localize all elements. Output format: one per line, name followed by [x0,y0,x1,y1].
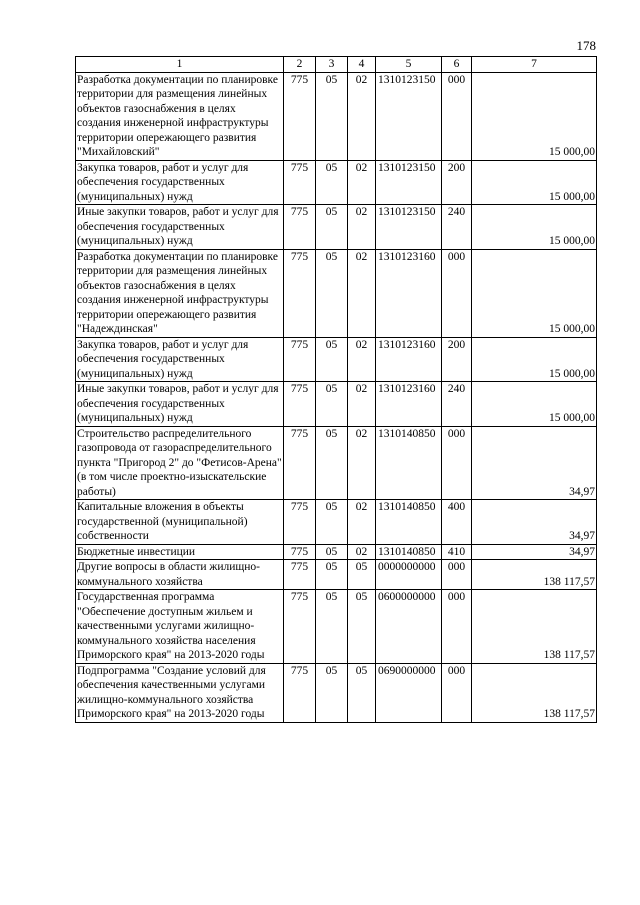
header-col-2: 2 [284,57,316,73]
row-subsection-code: 02 [348,382,376,427]
row-amount: 15 000,00 [472,337,597,382]
row-subsection-code: 02 [348,544,376,560]
row-name: Закупка товаров, работ и услуг для обеспечения государственных (муниципальных) нужд [76,160,284,205]
row-expense-type-code: 400 [442,500,472,545]
row-section-code: 05 [316,160,348,205]
row-amount: 34,97 [472,426,597,500]
row-expense-type-code: 000 [442,72,472,160]
row-subsection-code: 02 [348,72,376,160]
row-ministry-code: 775 [284,160,316,205]
row-ministry-code: 775 [284,426,316,500]
table-row [76,382,597,427]
row-expense-type-code: 000 [442,590,472,664]
row-name: Разработка документации по планировке территории для размещения линейных объектов газоснабжения в целях создания инженерной инфраструктуры территории опережающего развития "Михайловский" [76,72,284,160]
row-ministry-code: 775 [284,590,316,664]
row-ministry-code: 775 [284,205,316,250]
row-expense-type-code: 000 [442,426,472,500]
row-subsection-code: 02 [348,500,376,545]
header-col-4: 4 [348,57,376,73]
table-row [76,160,597,205]
row-amount: 15 000,00 [472,72,597,160]
row-ministry-code: 775 [284,72,316,160]
row-name: Капитальные вложения в объекты государственной (муниципальной) собственности [76,500,284,545]
row-name: Закупка товаров, работ и услуг для обеспечения государственных (муниципальных) нужд [76,337,284,382]
row-name: Строительство распределительного газопровода от газораспределительного пункта "Пригород 2" до "Фетисов-Арена" (в том числе проектно-изыскательские работы) [77,427,282,498]
row-section-code: 05 [316,560,348,590]
table-row [76,590,597,664]
row-section-code: 05 [316,663,348,722]
row-ministry-code: 775 [284,560,316,590]
row-section-code: 05 [316,337,348,382]
row-target-code: 1310123150 [376,72,442,160]
row-ministry-code: 775 [284,249,316,337]
row-target-code: 0600000000 [376,590,442,664]
table-row [76,337,597,382]
row-section-code: 05 [316,382,348,427]
row-amount: 138 117,57 [472,663,597,722]
row-expense-type-code: 200 [442,160,472,205]
row-target-code: 1310123150 [376,160,442,205]
row-name: Иные закупки товаров, работ и услуг для обеспечения государственных (муниципальных) нужд [76,382,284,427]
row-name: Разработка документации по планировке территории для размещения линейных объектов газоснабжения в целях создания инженерной инфраструктуры территории опережающего развития "Надеждинская" [76,249,284,337]
row-target-code: 1310123160 [376,382,442,427]
row-ministry-code: 775 [284,544,316,560]
row-expense-type-code: 240 [442,382,472,427]
row-subsection-code: 05 [348,560,376,590]
row-expense-type-code: 000 [442,663,472,722]
row-amount: 34,97 [472,544,597,560]
row-section-code: 05 [316,500,348,545]
row-section-code: 05 [316,426,348,500]
table-row [76,426,597,500]
row-expense-type-code: 410 [442,544,472,560]
table-row [76,500,597,545]
row-amount: 15 000,00 [472,160,597,205]
row-target-code: 1310140850 [376,544,442,560]
row-expense-type-code: 000 [442,249,472,337]
row-ministry-code: 775 [284,500,316,545]
row-name: Государственная программа "Обеспечение доступным жильем и качественными услугами жилищно-коммунального хозяйства населения Приморского края" на 2013-2020 годы [76,590,284,664]
row-subsection-code: 02 [348,205,376,250]
row-ministry-code: 775 [284,663,316,722]
row-expense-type-code: 200 [442,337,472,382]
table-row [76,72,597,160]
row-target-code: 1310140850 [376,500,442,545]
row-target-code: 1310123160 [376,249,442,337]
row-section-code: 05 [316,544,348,560]
row-name: Иные закупки товаров, работ и услуг для обеспечения государственных (муниципальных) нужд [76,205,284,250]
header-col-1: 1 [76,57,284,73]
row-target-code: 1310140850 [376,426,442,500]
table-row [76,205,597,250]
row-expense-type-code: 000 [442,560,472,590]
row-amount: 15 000,00 [472,382,597,427]
row-amount: 138 117,57 [472,560,597,590]
row-expense-type-code: 240 [442,205,472,250]
row-amount: 15 000,00 [472,249,597,337]
row-subsection-code: 02 [348,426,376,500]
page-number: 178 [576,38,596,53]
row-name: Бюджетные инвестиции [76,544,284,560]
row-target-code: 1310123150 [376,205,442,250]
row-subsection-code: 02 [348,249,376,337]
row-ministry-code: 775 [284,337,316,382]
table-row [76,663,597,722]
row-section-code: 05 [316,590,348,664]
row-amount: 15 000,00 [472,205,597,250]
header-col-7: 7 [472,57,597,73]
row-ministry-code: 775 [284,382,316,427]
table-row [76,560,597,590]
row-subsection-code: 02 [348,337,376,382]
budget-table [75,56,597,723]
header-col-6: 6 [442,57,472,73]
row-target-code: 0690000000 [376,663,442,722]
row-target-code: 1310123160 [376,337,442,382]
table-row [76,249,597,337]
row-subsection-code: 05 [348,663,376,722]
row-section-code: 05 [316,72,348,160]
row-subsection-code: 05 [348,590,376,664]
row-subsection-code: 02 [348,160,376,205]
header-col-3: 3 [316,57,348,73]
row-section-code: 05 [316,249,348,337]
row-name: Другие вопросы в области жилищно-коммунального хозяйства [76,560,284,590]
row-section-code: 05 [316,205,348,250]
table-row [76,544,597,560]
table-header-row [76,57,597,73]
row-amount: 34,97 [472,500,597,545]
header-col-5: 5 [376,57,442,73]
row-target-code: 0000000000 [376,560,442,590]
row-name: Подпрограмма "Создание условий для обеспечения качественными услугами жилищно-коммунального хозяйства Приморского края" на 2013-2020 годы [76,663,284,722]
row-amount: 138 117,57 [472,590,597,664]
